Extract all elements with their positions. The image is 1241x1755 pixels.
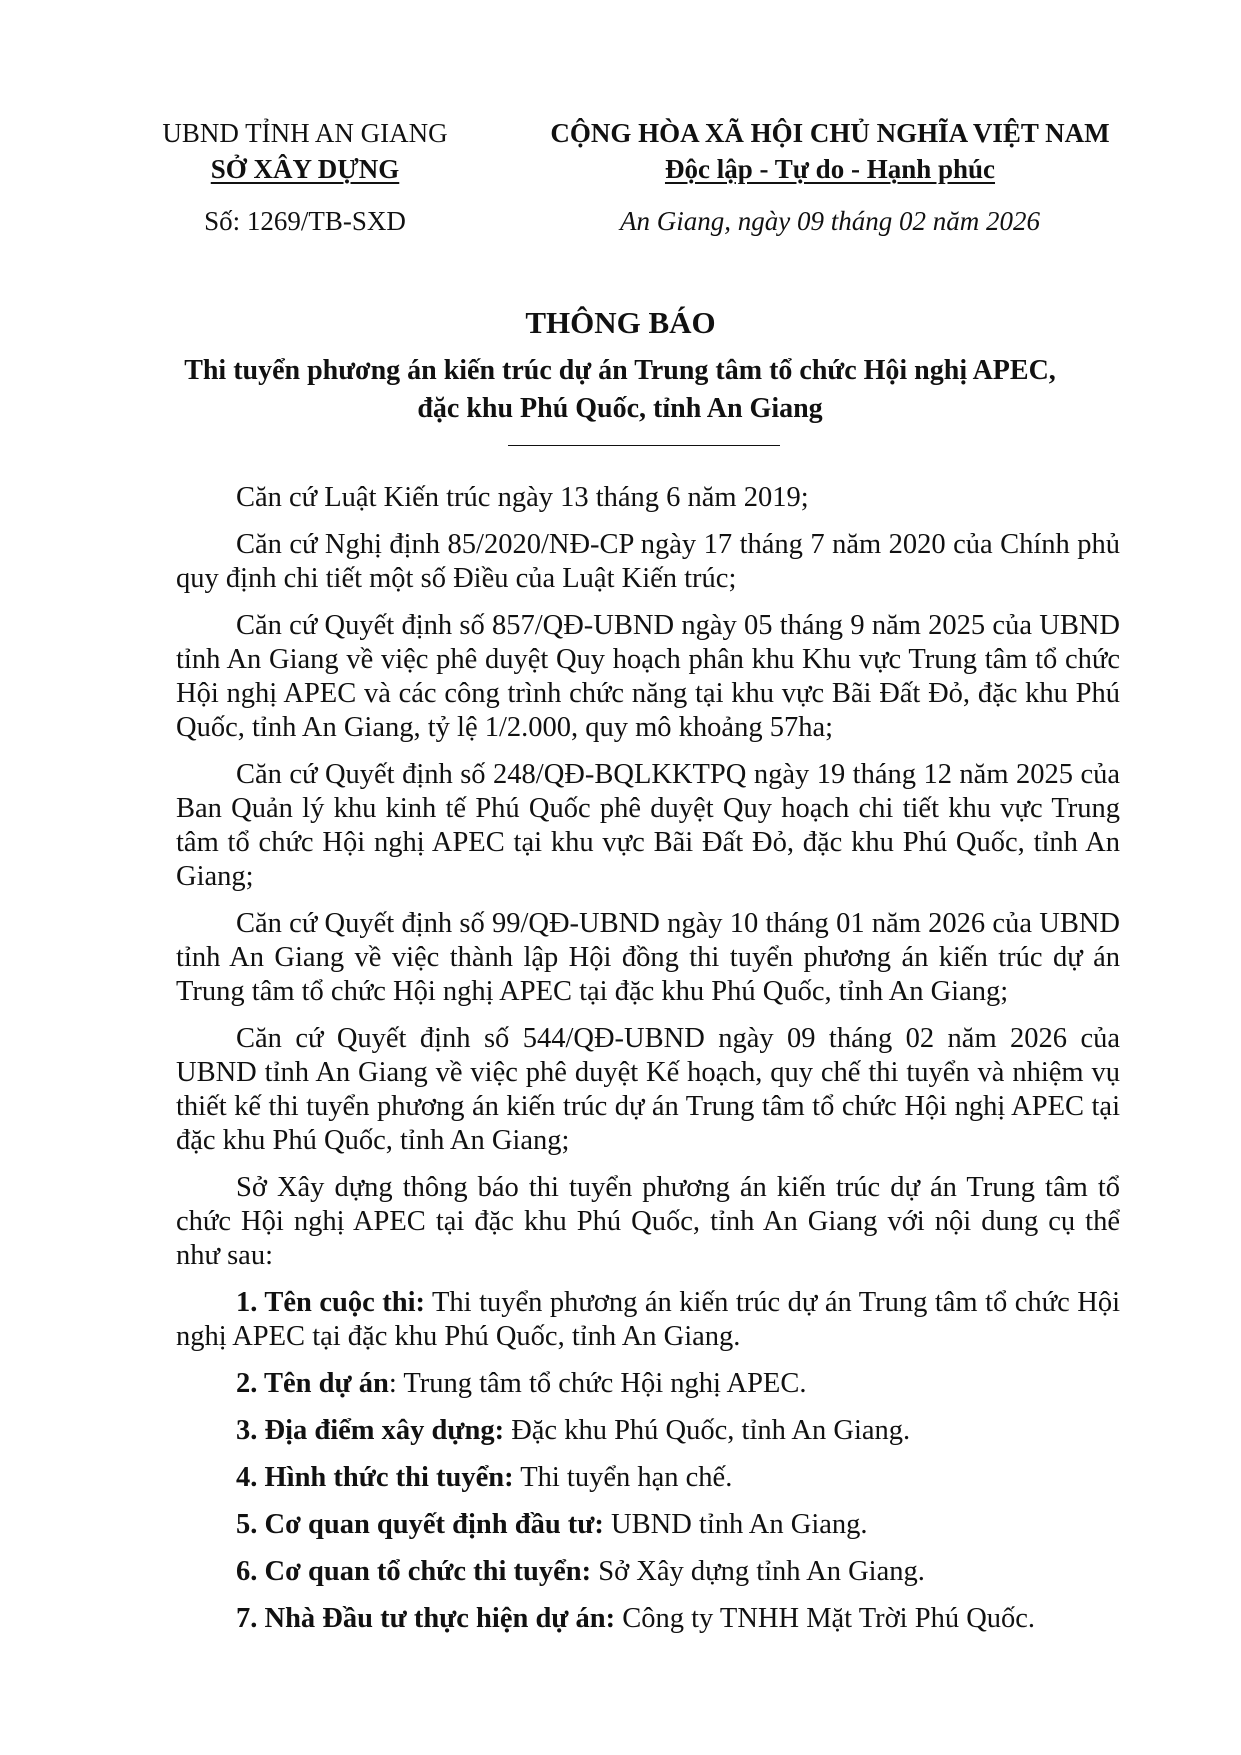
item-text: Công ty TNHH Mặt Trời Phú Quốc.	[615, 1603, 1036, 1634]
agency-parent: UBND TỈNH AN GIANG	[162, 118, 448, 148]
item-label: 6. Cơ quan tổ chức thi tuyển:	[236, 1556, 592, 1587]
legal-basis-paragraph: Căn cứ Nghị định 85/2020/NĐ-CP ngày 17 tháng 7 năm 2020 của Chính phủ quy định chi tiết một số Điều của Luật Kiến trúc;	[176, 529, 1120, 594]
legal-basis-paragraph: Căn cứ Luật Kiến trúc ngày 13 tháng 6 năm 2019;	[236, 482, 809, 513]
list-item	[176, 1602, 1120, 1636]
document-number: Số: 1269/TB-SXD	[204, 206, 406, 236]
list-item	[176, 1555, 1120, 1589]
item-text: Thi tuyển hạn chế.	[513, 1462, 733, 1493]
place-date: An Giang, ngày 09 tháng 02 năm 2026	[620, 206, 1040, 236]
document-subtitle	[120, 352, 1120, 428]
subtitle-line-1: Thi tuyển phương án kiến trúc dự án Trung tâm tổ chức Hội nghị APEC,	[184, 355, 1056, 386]
legal-basis-paragraph: Căn cứ Quyết định số 248/QĐ-BQLKKTPQ ngày 19 tháng 12 năm 2025 của Ban Quản lý khu kinh tế Phú Quốc phê duyệt Quy hoạch chi tiết khu vực Trung tâm tổ chức Hội nghị APEC tại khu vực Bãi Đất Đỏ, đặc khu Phú Quốc, tỉnh An Giang;	[176, 759, 1120, 892]
national-header	[520, 115, 1140, 187]
item-text: Thi tuyển phương án kiến trúc dự án Trung tâm tổ chức Hội nghị APEC tại đặc khu Phú Quốc, tỉnh An Giang.	[176, 1287, 1120, 1352]
legal-basis-paragraph: Căn cứ Quyết định số 857/QĐ-UBND ngày 05 tháng 9 năm 2025 của UBND tỉnh An Giang về việc phê duyệt Quy hoạch phân khu Khu vực Trung tâm tổ chức Hội nghị APEC và các công trình chức năng tại khu vực Bãi Đất Đỏ, đặc khu Phú Quốc, tỉnh An Giang, tỷ lệ 1/2.000, quy mô khoảng 57ha;	[176, 610, 1120, 743]
item-label: 1. Tên cuộc thi:	[236, 1287, 426, 1318]
list-item	[176, 1461, 1120, 1495]
agency-name: SỞ XÂY DỰNG	[210, 154, 400, 184]
item-text: UBND tỉnh An Giang.	[603, 1509, 868, 1540]
item-text: Sở Xây dựng tỉnh An Giang.	[591, 1556, 925, 1587]
list-item	[176, 1414, 1120, 1448]
item-text: Đặc khu Phú Quốc, tỉnh An Giang.	[504, 1415, 911, 1446]
item-label: 5. Cơ quan quyết định đầu tư:	[236, 1509, 604, 1540]
item-label: 2. Tên dự án	[236, 1368, 389, 1399]
item-text: : Trung tâm tổ chức Hội nghị APEC.	[388, 1368, 807, 1399]
item-label: 7. Nhà Đầu tư thực hiện dự án:	[236, 1603, 616, 1634]
item-label: 4. Hình thức thi tuyển:	[236, 1462, 514, 1493]
announcement-intro: Sở Xây dựng thông báo thi tuyển phương án kiến trúc dự án Trung tâm tổ chức Hội nghị APEC tại đặc khu Phú Quốc, tỉnh An Giang với nội dung cụ thể như sau:	[176, 1172, 1120, 1271]
national-motto: Độc lập - Tự do - Hạnh phúc	[664, 154, 996, 184]
document-body	[176, 481, 1120, 1649]
nation-title: CỘNG HÒA XÃ HỘI CHỦ NGHĨA VIỆT NAM	[550, 118, 1110, 148]
title-divider	[508, 445, 780, 446]
list-item	[176, 1508, 1120, 1542]
issuing-agency	[130, 115, 480, 187]
list-item	[176, 1367, 1120, 1401]
item-label: 3. Địa điểm xây dựng:	[236, 1415, 505, 1446]
list-item	[176, 1286, 1120, 1354]
subtitle-line-2: đặc khu Phú Quốc, tỉnh An Giang	[417, 393, 823, 424]
legal-basis-paragraph: Căn cứ Quyết định số 544/QĐ-UBND ngày 09 tháng 02 năm 2026 của UBND tỉnh An Giang về việc phê duyệt Kế hoạch, quy chế thi tuyển và nhiệm vụ thiết kế thi tuyển phương án kiến trúc dự án Trung tâm tổ chức Hội nghị APEC tại đặc khu Phú Quốc, tỉnh An Giang;	[176, 1023, 1120, 1156]
document-title: THÔNG BÁO	[525, 305, 716, 340]
legal-basis-paragraph: Căn cứ Quyết định số 99/QĐ-UBND ngày 10 tháng 01 năm 2026 của UBND tỉnh An Giang về việc thành lập Hội đồng thi tuyển phương án kiến trúc dự án Trung tâm tổ chức Hội nghị APEC tại đặc khu Phú Quốc, tỉnh An Giang;	[176, 908, 1120, 1007]
